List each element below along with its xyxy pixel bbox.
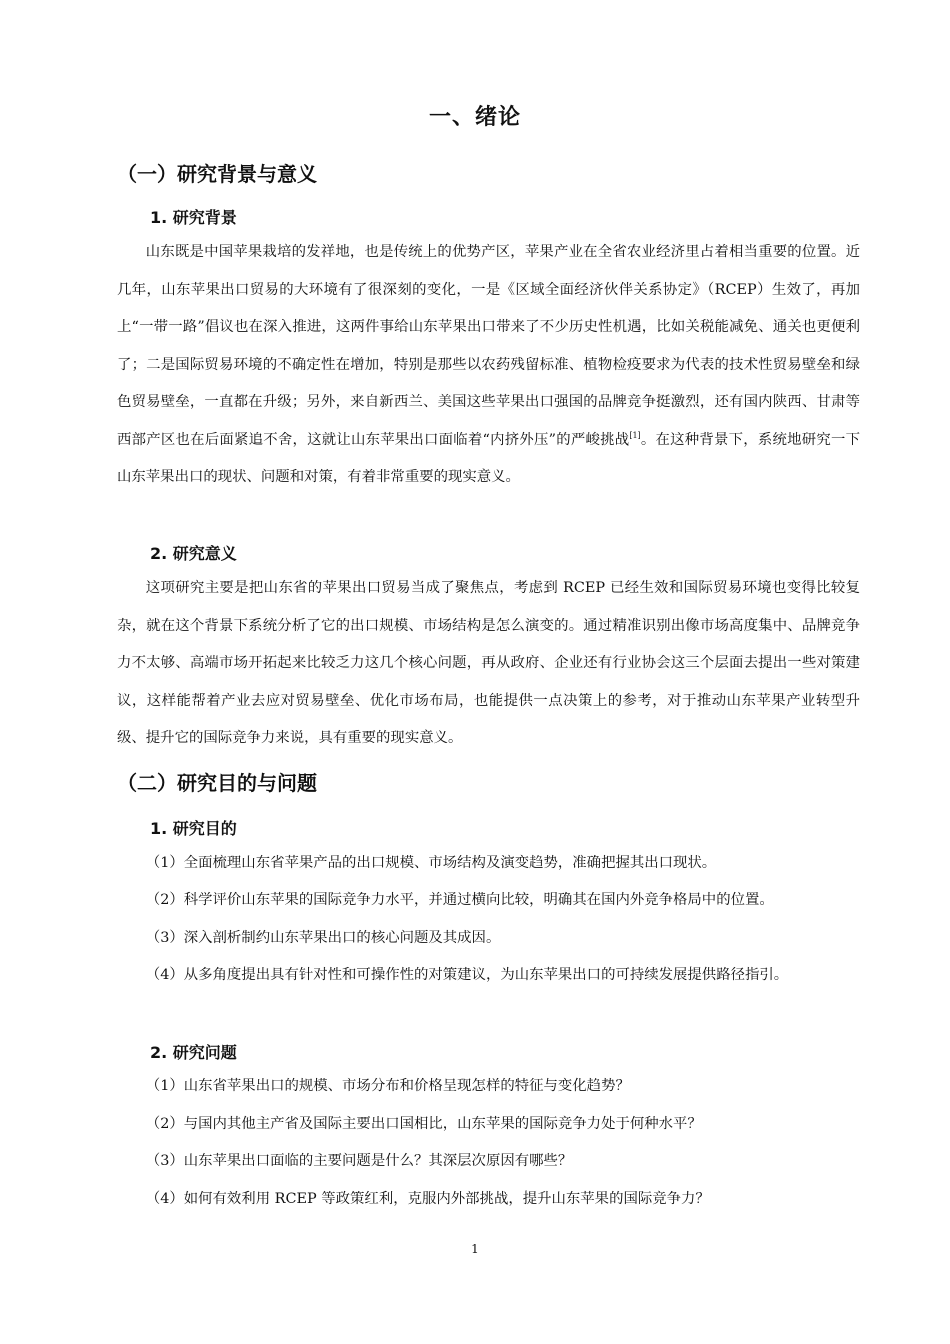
section-heading-objectives: （二）研究目的与问题 [117, 771, 317, 795]
question-item-2: （2）与国内其他主产省及国际主要出口国相比，山东苹果的国际竞争力处于何种水平？ [145, 1116, 702, 1132]
page-number: 1 [471, 1242, 479, 1256]
objective-item-2: （2）科学评价山东苹果的国际竞争力水平，并通过横向比较，明确其在国内外竞争格局中的位置。 [145, 892, 774, 908]
paragraph-text-continued: 。在这种背景下，系统地研究一下山东苹果出口的现状、问题和对策，有着非常重要的现实意义。 [117, 431, 860, 485]
objective-item-1: （1）全面梳理山东省苹果产品的出口规模、市场结构及演变趋势，准确把握其出口现状。 [145, 855, 717, 871]
objective-item-3: （3）深入剖析制约山东苹果出口的核心问题及其成因。 [145, 930, 501, 946]
question-item-1: （1）山东省苹果出口的规模、市场分布和价格呈现怎样的特征与变化趋势？ [145, 1078, 630, 1094]
subsection-heading-research-objectives: 1. 研究目的 [150, 819, 237, 838]
objective-item-4: （4）从多角度提出具有针对性和可操作性的对策建议，为山东苹果出口的可持续发展提供路径指引。 [145, 967, 789, 983]
paragraph-text: 山东既是中国苹果栽培的发祥地，也是传统上的优势产区，苹果产业在全省农业经济里占着相当重要的位置。近几年，山东苹果出口贸易的大环境有了很深刻的变化，一是《区域全面经济伙伴关系协定》（RCEP）生效了，再加上“一带一路”倡议也在深入推进，这两件事给山东苹果出口带来了不少历史性机遇，比如关税能减免、通关也更便利了；二是国际贸易环境的不确定性在增加，特别是那些以农药残留标准、植物检疫要求为代表的技术性贸易壁垒和绿色贸易壁垒，一直都在升级；另外，来自新西兰、美国这些苹果出口强国的品牌竞争挺激烈，还有国内陕西、甘肃等西部产区也在后面紧追不舍，这就让山东苹果出口面临着“内挤外压”的严峻挑战 [117, 244, 860, 448]
section-heading-background: （一）研究背景与意义 [117, 162, 317, 186]
citation-marker: [1] [629, 430, 641, 440]
subsection-heading-research-significance: 2. 研究意义 [150, 544, 237, 563]
paragraph-research-background [117, 234, 860, 497]
chapter-title: 一、绪论 [428, 105, 521, 130]
paragraph-research-significance: 这项研究主要是把山东省的苹果出口贸易当成了聚焦点，考虑到 RCEP 已经生效和国际贸易环境也变得比较复杂，就在这个背景下系统分析了它的出口规模、市场结构是怎么演变的。通过精准识别出像市场高度集中、品牌竞争力不太够、高端市场开拓起来比较乏力这几个核心问题，再从政府、企业还有行业协会这三个层面去提出一些对策建议，这样能帮着产业去应对贸易壁垒、优化市场布局，也能提供一点决策上的参考，对于推动山东苹果产业转型升级、提升它的国际竞争力来说，具有重要的现实意义。 [117, 580, 860, 746]
question-item-3: （3）山东苹果出口面临的主要问题是什么？其深层次原因有哪些？ [145, 1153, 573, 1169]
subsection-heading-research-background: 1. 研究背景 [150, 208, 237, 227]
question-item-4: （4）如何有效利用 RCEP 等政策红利，克服内外部挑战，提升山东苹果的国际竞争力？ [145, 1191, 710, 1207]
subsection-heading-research-questions: 2. 研究问题 [150, 1043, 237, 1062]
